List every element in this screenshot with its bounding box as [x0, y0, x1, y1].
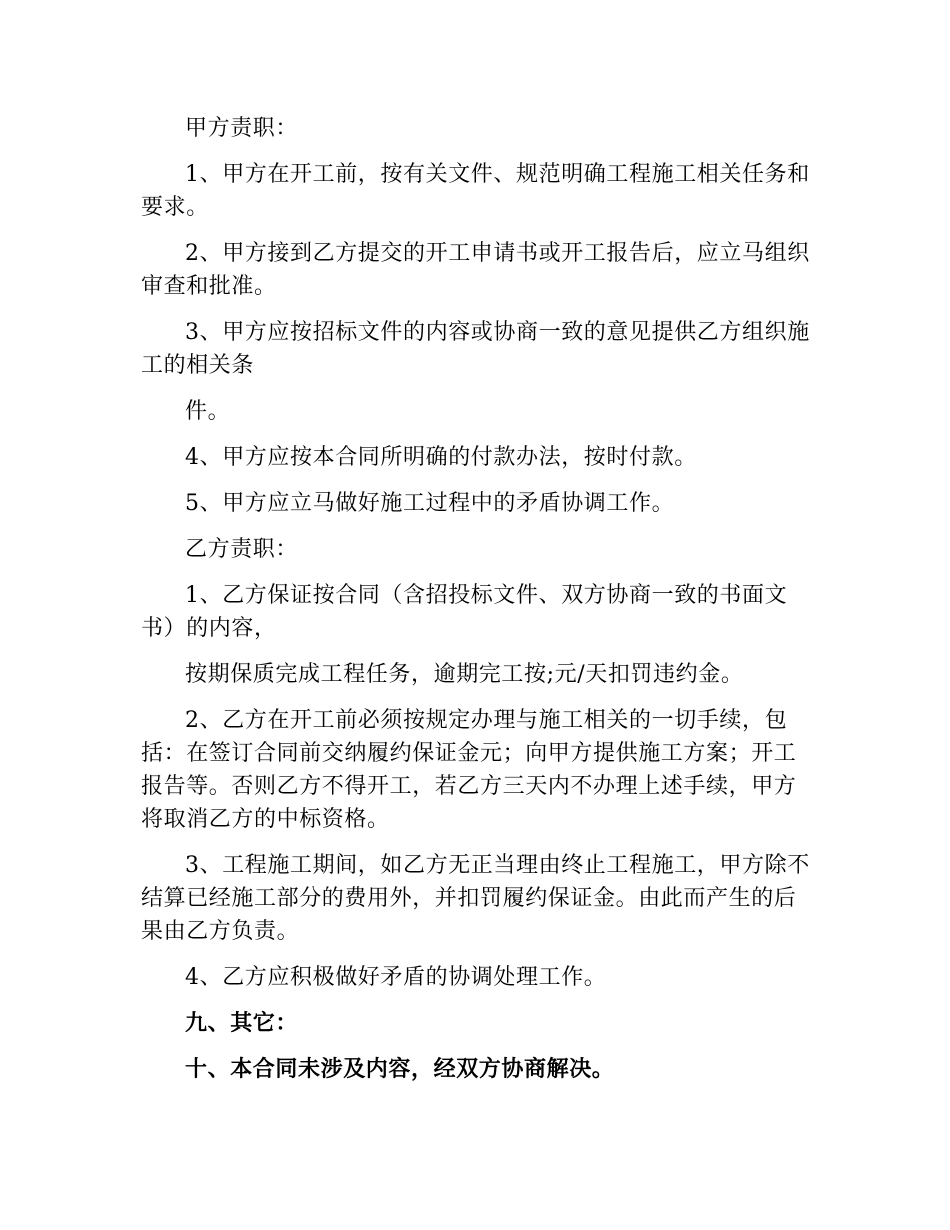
document-body: [141, 112, 813, 1099]
paragraph-party-b-item-2: 2、乙方在开工前必须按规定办理与施工相关的一切手续，包括：在签订合同前交纳履约保证金元；向甲方提供施工方案；开工报告等。否则乙方不得开工，若乙方三天内不办理上述手续，甲方将取消乙方的中标资格。: [141, 708, 797, 832]
paragraph-party-b-item-1: 1、乙方保证按合同（含招投标文件、双方协商一致的书面文书）的内容，: [141, 583, 788, 641]
section-ten-heading: 十、本合同未涉及内容，经双方协商解决。: [185, 1056, 615, 1082]
paragraph-party-b-item-4: 4、乙方应积极做好矛盾的协调处理工作。: [185, 965, 607, 990]
section-nine-heading: 九、其它：: [185, 1010, 299, 1036]
paragraph-party-a-item-3-continued: 件。: [185, 399, 231, 424]
paragraph-party-a-item-2: 2、甲方接到乙方提交的开工申请书或开工报告后，应立马组织审查和批准。: [141, 241, 810, 299]
paragraph-party-b-item-1-continued: 按期保质完成工程任务，逾期完工按;元/天扣罚违约金。: [185, 662, 744, 687]
paragraph-party-a-item-5: 5、甲方应立马做好施工过程中的矛盾协调工作。: [185, 491, 675, 516]
paragraph-party-b-duties-heading: 乙方责职：: [185, 537, 299, 562]
paragraph-party-a-item-4: 4、甲方应按本合同所明确的付款办法，按时付款。: [185, 445, 697, 470]
paragraph-party-a-item-1: 1、甲方在开工前，按有关文件、规范明确工程施工相关任务和要求。: [141, 162, 810, 220]
paragraph-party-b-item-3: 3、工程施工期间，如乙方无正当理由终止工程施工，甲方除不结算已经施工部分的费用外，并扣罚履约保证金。由此而产生的后果由乙方负责。: [141, 853, 810, 944]
paragraph-party-a-item-3: 3、甲方应按招标文件的内容或协商一致的意见提供乙方组织施工的相关条: [141, 320, 810, 378]
paragraph-party-a-duties-heading: 甲方责职：: [185, 116, 299, 141]
